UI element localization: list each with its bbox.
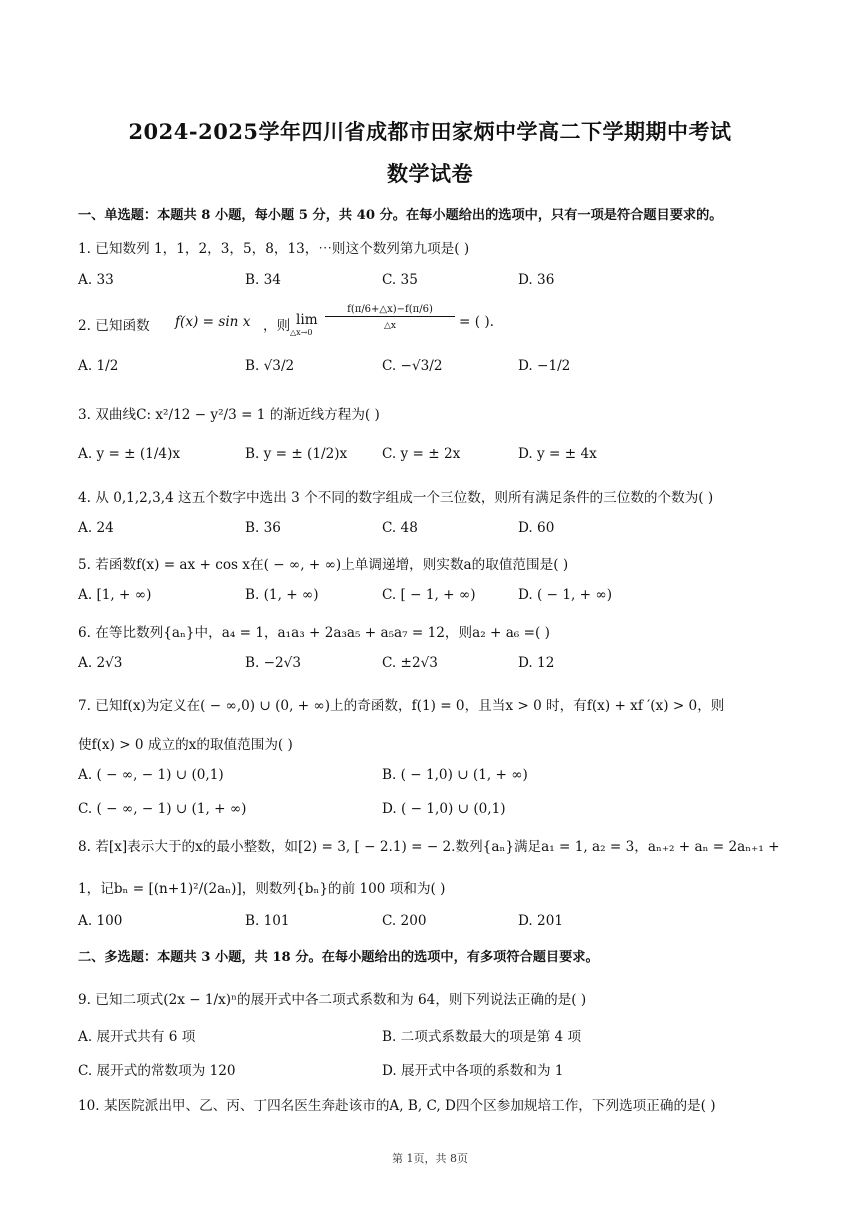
question-3-option-d: D. y = ± 4x xyxy=(518,446,597,462)
question-1-option-b: B. 34 xyxy=(245,272,281,288)
question-3-stem: 3. 双曲线C: x²/12 − y²/3 = 1 的渐近线方程为( ) xyxy=(78,407,380,423)
question-2-option-c: C. −√3/2 xyxy=(382,358,443,374)
question-2-suffix: = ( ). xyxy=(459,314,494,330)
question-7-option-c: C. ( − ∞, − 1) ∪ (1, + ∞) xyxy=(78,801,247,817)
question-10-stem: 10. 某医院派出甲、乙、丙、丁四名医生奔赴该市的A, B, C, D四个区参加规培工作，下列选项正确的是( ) xyxy=(78,1098,716,1114)
question-2-option-d: D. −1/2 xyxy=(518,358,571,374)
question-9-option-d: D. 展开式中各项的系数和为 1 xyxy=(382,1063,564,1079)
question-7-stem-line-2: 使f(x) > 0 成立的x的取值范围为( ) xyxy=(78,737,293,753)
question-2-prefix: 2. 已知函数 xyxy=(78,318,150,334)
question-2-option-a: A. 1/2 xyxy=(78,358,119,374)
question-5-option-c: C. [ − 1, + ∞) xyxy=(382,587,476,603)
question-5-option-d: D. ( − 1, + ∞) xyxy=(518,587,613,603)
exam-title: 2024-2025学年四川省成都市田家炳中学高二下学期期中考试 xyxy=(128,119,732,144)
question-9-option-b: B. 二项式系数最大的项是第 4 项 xyxy=(382,1029,582,1045)
question-3-option-a: A. y = ± (1/4)x xyxy=(78,446,181,462)
question-4-option-d: D. 60 xyxy=(518,520,555,536)
question-5-stem: 5. 若函数f(x) = ax + cos x在( − ∞, + ∞)上单调递增，则实数a的取值范围是( ) xyxy=(78,557,569,573)
question-9-option-c: C. 展开式的常数项为 120 xyxy=(78,1063,236,1079)
question-4-option-b: B. 36 xyxy=(245,520,281,536)
question-9-option-a: A. 展开式共有 6 项 xyxy=(78,1029,196,1045)
question-4-option-c: C. 48 xyxy=(382,520,418,536)
question-6-option-b: B. −2√3 xyxy=(245,655,301,671)
question-9-stem: 9. 已知二项式(2x − 1/x)ⁿ的展开式中各二项式系数和为 64，则下列说法正确的是( ) xyxy=(78,992,587,1008)
question-1-option-d: D. 36 xyxy=(518,272,555,288)
question-2-option-b: B. √3/2 xyxy=(245,358,295,374)
question-2-lim: lim xyxy=(296,312,318,328)
question-4-stem: 4. 从 0,1,2,3,4 这五个数字中选出 3 个不同的数字组成一个三位数，则所有满足条件的三位数的个数为( ) xyxy=(78,490,714,506)
page-footer: 第 1页，共 8页 xyxy=(392,1152,468,1165)
question-7-option-b: B. ( − 1,0) ∪ (1, + ∞) xyxy=(382,767,528,783)
question-3-option-b: B. y = ± (1/2)x xyxy=(245,446,348,462)
question-2-stem xyxy=(78,304,848,340)
question-8-stem-line-2: 1，记bₙ = [(n+1)²/(2aₙ)]，则数列{bₙ}的前 100 项和为( ) xyxy=(78,881,446,897)
question-8-option-b: B. 101 xyxy=(245,913,290,929)
question-8-option-d: D. 201 xyxy=(518,913,564,929)
question-8-option-a: A. 100 xyxy=(78,913,123,929)
question-3-option-c: C. y = ± 2x xyxy=(382,446,461,462)
question-8-stem-line-1: 8. 若[x]表示大于的x的最小整数，如[2) = 3, [ − 2.1) = − 2.数列{aₙ}满足a₁ = 1, a₂ = 3，aₙ₊₂ + aₙ = 2aₙ₊₁ + xyxy=(78,839,780,855)
question-1-stem: 1. 已知数列 1，1，2，3，5，8，13，⋯则这个数列第九项是( ) xyxy=(78,241,470,257)
question-8-option-c: C. 200 xyxy=(382,913,427,929)
question-2-then: ，则 xyxy=(263,318,291,334)
question-5-option-b: B. (1, + ∞) xyxy=(245,587,319,603)
question-2-function: f(x) = sin x xyxy=(175,314,251,330)
question-6-option-d: D. 12 xyxy=(518,655,555,671)
section-single-choice-heading: 一、单选题：本题共 8 小题，每小题 5 分，共 40 分。在每小题给出的选项中，只有一项是符合题目要求的。 xyxy=(78,208,723,223)
question-6-stem: 6. 在等比数列{aₙ}中，a₄ = 1，a₁a₃ + 2a₃a₅ + a₅a₇ = 12，则a₂ + a₆ =( ) xyxy=(78,625,550,641)
question-6-option-a: A. 2√3 xyxy=(78,655,123,671)
question-5-option-a: A. [1, + ∞) xyxy=(78,587,152,603)
question-1-option-c: C. 35 xyxy=(382,272,418,288)
question-7-option-d: D. ( − 1,0) ∪ (0,1) xyxy=(382,801,506,817)
exam-subtitle: 数学试卷 xyxy=(387,161,473,186)
question-6-option-c: C. ±2√3 xyxy=(382,655,438,671)
question-2-numerator: f(π/6+△x)−f(π/6) xyxy=(325,304,455,317)
question-7-stem-line-1: 7. 已知f(x)为定义在( − ∞,0) ∪ (0, + ∞)上的奇函数，f(1) = 0，且当x > 0 时，有f(x) + xf ′(x) > 0，则 xyxy=(78,698,725,714)
question-2-lim-subscript: △x→0 xyxy=(290,328,313,337)
question-2-denominator: △x xyxy=(384,321,396,331)
question-1-option-a: A. 33 xyxy=(78,272,114,288)
question-7-option-a: A. ( − ∞, − 1) ∪ (0,1) xyxy=(78,767,224,783)
section-multi-choice-heading: 二、多选题：本题共 3 小题，共 18 分。在每小题给出的选项中，有多项符合题目要求。 xyxy=(78,950,599,965)
question-4-option-a: A. 24 xyxy=(78,520,114,536)
